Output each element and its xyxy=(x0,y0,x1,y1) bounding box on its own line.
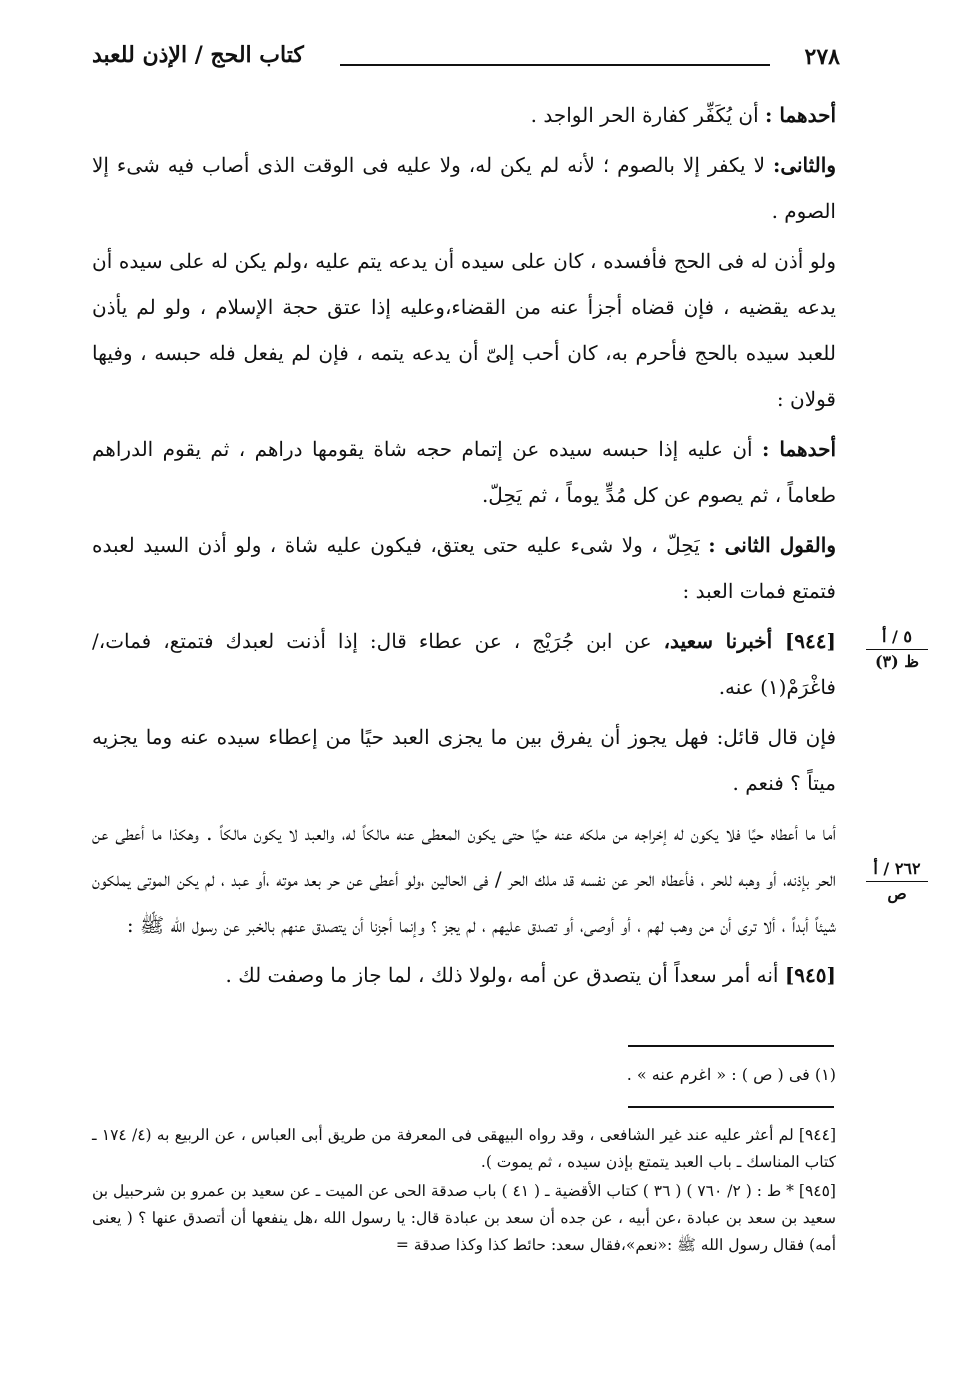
paragraph: والثانى: لا يكفر إلا بالصوم ؛ لأنه لم يكن له، ولا عليه فى الوقت الذى أصاب فيه شىء إلا الصوم . xyxy=(92,153,836,223)
paragraph: أحدهما : أن عليه إذا حبسه سيده عن إتمام حجه شاة يقومها دراهم ، ثم يقوم الدراهم طعاماً ، ثم يصوم عن كل مُدٍّ يوماً ، ثم يَحِلّ. xyxy=(92,437,836,507)
note-944: [٩٤٤] لم أعثر عليه عند غير الشافعى ، وقد رواه البيهقى فى المعرفة من طريق أبى العباس ، عن الربيع به (٤/ ١٧٤ ـ كتاب المناسك ـ باب العبد يتمتع بإذن سيده ، ثم يموت ). xyxy=(92,1126,836,1171)
page-number: ٢٧٨ xyxy=(804,44,840,70)
running-title: كتاب الحج / الإذن للعبد xyxy=(92,42,304,68)
paragraph: أما ما أعطاه حيًا فلا يكون له إخراجه من ملكه عنه حيًا حتى يكون المعطى عنه مالكاً له، والعبد لا يكون مالكاً . وهكذا ما أعطى عن الحر بإذنه، أو وهبه للحر ، فأعطاه الحر عن نفسه قد ملك الحر / فى الحالين ،ولو أعطى عن حر بعد موته ،أو عبد ، لم يكن الموتى يملكون شيئاً أبداً ، ألا ترى أن من وهب لهم ، أو أوصى، أو تصدق عليهم ، لم يجز ؟ وإنما أجزنا أن يتصدق عنهم بالخبر عن رسول الله ﷺ : xyxy=(92,821,836,937)
margin-note-folio: ٥ / أ ظ (٣) xyxy=(858,626,936,673)
note-945: [٩٤٥] * ط : ( ٢/ ٧٦٠ ) ( ٣٦ ) كتاب الأقضية ـ ( ٤١ ) باب صدقة الحى عن الميت ـ عن سعيد بن عمرو بن شرحبيل بن سعيد بن سعد بن عبادة ،عن أبيه ، عن جده أن سعد بن عبادة قال: يا رسول الله ،هل ينفعها أن أتصدق عنها ؟ ( يعنى أمه) فقال رسول الله ﷺ :«نعم»،فقال سعد: حائط كذا وكذا صدقة = xyxy=(92,1182,836,1254)
hadith-944: [٩٤٤] أخبرنا سعيد، عن ابن جُرَيْج ، عن عطاء قال: إذا أذنت لعبدك فتمتع، فمات،/ فاغْرَمْ(١) عنه. xyxy=(92,629,836,699)
footnote: (١) فى ( ص ) : « اغرم عنه » . xyxy=(626,1065,836,1084)
paragraph: والقول الثانى : يَحِلّ ، ولا شىء عليه حتى يعتق، فيكون عليه شاة ، ولو أذن السيد لعبده فتمتع فمات العبد : xyxy=(92,533,836,603)
header-rule xyxy=(340,64,770,66)
paragraph: أحدهما : أن يُكَفِّر كفارة الحر الواجد . xyxy=(530,103,836,127)
notes-separator xyxy=(628,1106,834,1108)
paragraph: فإن قال قائل: فهل يجوز أن يفرق بين ما يجزى العبد حيًا من إعطاء سيده عنه وما يجزيه ميتاً ؟ فنعم . xyxy=(92,725,836,795)
main-text xyxy=(92,92,836,1002)
editor-notes xyxy=(92,1122,836,1261)
hadith-945: [٩٤٥] أنه أمر سعداً أن يتصدق عن أمه ،ولولا ذلك ، لما جاز ما وصفت لك . xyxy=(225,963,836,987)
footnote-separator xyxy=(628,1045,834,1047)
page-header xyxy=(92,38,840,78)
paragraph: ولو أذن له فى الحج فأفسده ، كان على سيده أن يدعه يتم عليه ،ولم يكن له على سيده أن يدعه يقضيه ، فإن قضاه أجزأ عنه من القضاء،وعليه إذا عتق حجة الإسلام ، ولو لم يأذن للعبد سيده بالحج فأحرم به، كان أحب إلىّ أن يدعه يتمه ، فإن لم يفعل فله حبسه ، وفيها قولان : xyxy=(92,249,836,411)
margin-note-folio: ٢٦٢ / أ ص xyxy=(858,858,936,905)
